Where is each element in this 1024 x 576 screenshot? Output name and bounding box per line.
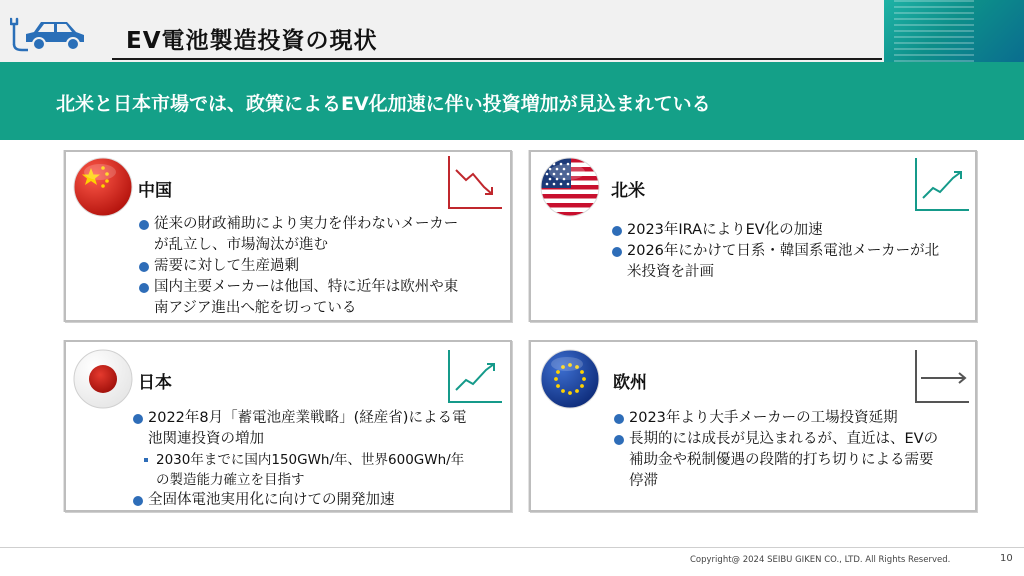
usa-flag-icon — [539, 156, 601, 218]
sub-list-item: 2030年までに国内150GWh/年、世界600GWh/年の製造能力確立を目指す — [132, 450, 472, 490]
bullet-list — [611, 220, 951, 283]
bullet-list — [138, 214, 468, 319]
list-item: 需要に対して生産過剰 — [138, 256, 468, 277]
list-item: 2022年8月「蓄電池産業戦略」(経産省)による電池関連投資の増加 — [132, 408, 472, 450]
region-title: 欧州 — [613, 373, 647, 393]
region-card-china — [64, 150, 512, 322]
list-item: 国内主要メーカーは他国、特に近年は欧州や東南アジア進出へ舵を切っている — [138, 277, 468, 319]
header-stripe-graphic — [894, 0, 974, 62]
list-item: 2023年IRAによりEV化の加速 — [611, 220, 951, 241]
japan-flag-icon — [72, 348, 134, 410]
list-item: 従来の財政補助により実力を伴わないメーカーが乱立し、市場淘汰が進む — [138, 214, 468, 256]
copyright-text: Copyright@ 2024 SEIBU GIKEN CO., LTD. All Rights Reserved. — [690, 555, 951, 565]
region-card-japan — [64, 340, 512, 512]
footer-divider — [0, 547, 1024, 548]
bullet-list — [132, 408, 472, 511]
list-item: 全固体電池実用化に向けての開発加速 — [132, 490, 472, 511]
bullet-list — [613, 408, 943, 492]
title-bar — [112, 18, 882, 60]
trend-up-icon — [913, 156, 971, 214]
header — [0, 0, 1024, 62]
ev-car-icon — [10, 8, 90, 56]
trend-flat-icon — [913, 348, 971, 406]
banner-text: 北米と日本市場では、政策によるEV化加速に伴い投資増加が見込まれている — [56, 93, 711, 115]
page-title: EV電池製造投資の現状 — [126, 28, 378, 54]
list-item: 長期的には成長が見込まれるが、直近は、EVの補助金や税制優遇の段階的打ち切りによる需要停滞 — [613, 429, 943, 492]
region-title: 中国 — [138, 181, 172, 201]
list-item: 2023年より大手メーカーの工場投資延期 — [613, 408, 943, 429]
eu-flag-icon — [539, 348, 601, 410]
list-item: 2026年にかけて日系・韓国系電池メーカーが北米投資を計画 — [611, 241, 951, 283]
region-title: 日本 — [138, 373, 172, 393]
region-card-north-america — [529, 150, 977, 322]
china-flag-icon — [72, 156, 134, 218]
trend-down-icon — [446, 154, 504, 212]
page-number: 10 — [1000, 553, 1013, 564]
summary-banner — [0, 62, 1024, 140]
region-title: 北米 — [611, 181, 645, 201]
region-card-europe — [529, 340, 977, 512]
trend-up-icon — [446, 348, 504, 406]
